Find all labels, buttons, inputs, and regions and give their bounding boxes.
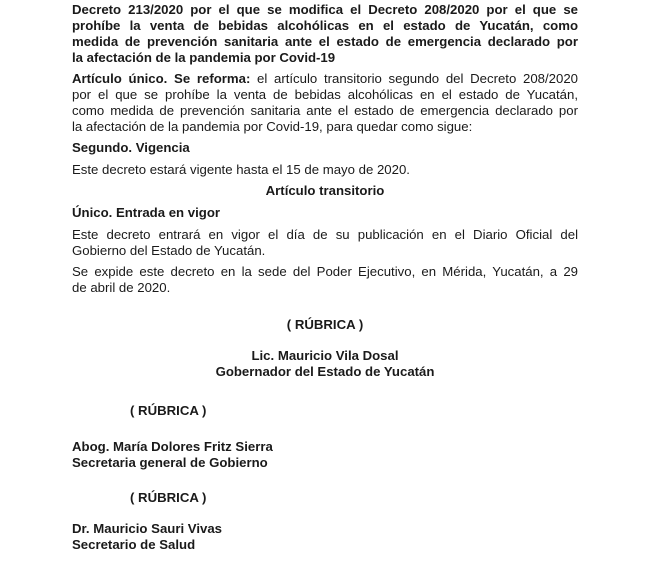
segundo-text (72, 162, 578, 178)
governor-rubrica: ( RÚBRICA ) (286, 317, 364, 332)
title-line: la afectación de la pandemia por Covid-19 (72, 50, 336, 65)
governor-title: Gobernador del Estado de Yucatán (215, 364, 435, 379)
unico-heading: Único. Entrada en vigor (72, 205, 221, 220)
title-line: medida de prevención sanitaria ante el estado de emergencia declarado por (72, 34, 578, 49)
unico-line: Gobierno del Estado de Yucatán. (72, 243, 266, 258)
unico-line: Este decreto entrará en vigor el día de su publicación en el Diario Oficial del (72, 227, 578, 242)
secretary-general-title: Secretaria general de Gobierno (72, 455, 268, 470)
segundo-heading: Segundo. Vigencia (72, 140, 190, 155)
title-line: prohíbe la venta de bebidas alcohólicas en el estado de Yucatán, como (72, 18, 578, 33)
health-secretary-rubrica: ( RÚBRICA ) (130, 490, 207, 505)
secretary-general-name: Abog. María Dolores Fritz Sierra (72, 439, 273, 454)
expide-line: Se expide este decreto en la sede del Poder Ejecutivo, en Mérida, Yucatán, a 29 (72, 264, 578, 279)
articulo-unico-first-line (72, 71, 578, 87)
secretary-general-rubrica: ( RÚBRICA ) (130, 403, 207, 418)
segundo-text-line: Este decreto estará vigente hasta el 15 de mayo de 2020. (72, 162, 410, 177)
articulo-unico-first-text: el artículo transitorio segundo del Decreto 208/2020 (250, 71, 578, 86)
governor-name: Lic. Mauricio Vila Dosal (251, 348, 399, 363)
health-secretary-name: Dr. Mauricio Sauri Vivas (72, 521, 223, 536)
articulo-unico-line: por el que se prohíbe la venta de bebidas alcohólicas en el estado de Yucatán, (72, 87, 578, 102)
articulo-unico-label: Artículo único. Se reforma: (72, 71, 251, 86)
articulo-unico-paragraph (72, 71, 578, 135)
unico-paragraph (72, 227, 578, 259)
transitorio-heading: Artículo transitorio (265, 183, 385, 198)
articulo-unico-line: como medida de prevención sanitaria ante el estado de emergencia declarado por (72, 103, 578, 118)
health-secretary-title: Secretario de Salud (72, 537, 196, 552)
decree-title (72, 2, 578, 66)
articulo-unico-line: la afectación de la pandemia por Covid-19, para quedar como sigue: (72, 119, 473, 134)
expide-paragraph (72, 264, 578, 296)
title-line: Decreto 213/2020 por el que se modifica el Decreto 208/2020 por el que se (72, 2, 578, 17)
expide-line: de abril de 2020. (72, 280, 171, 295)
